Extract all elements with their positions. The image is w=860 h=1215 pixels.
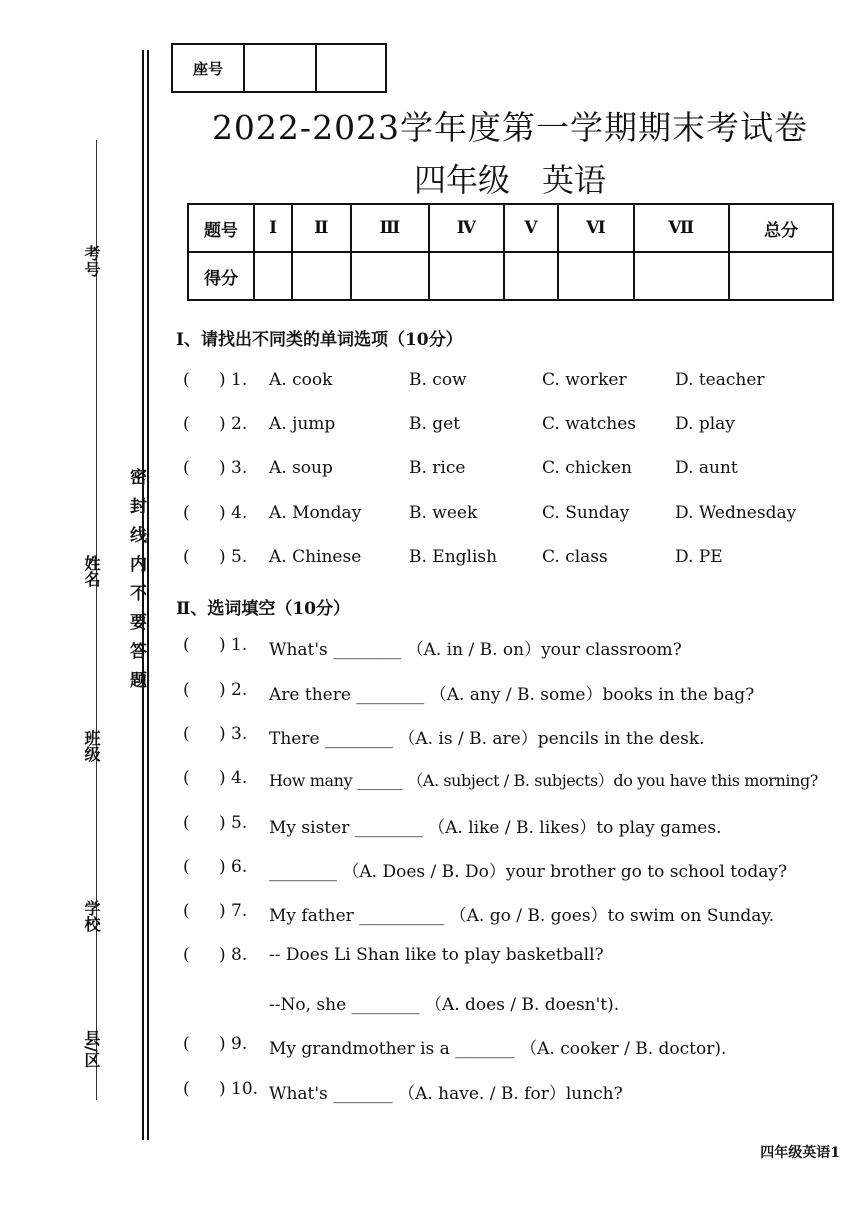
question-number: ) 2.	[219, 680, 248, 700]
question-text: My sister ________ （A. like / B. likes）to play games.	[269, 818, 722, 838]
question-number: ) 3.	[219, 458, 248, 478]
score-header-cell: Ⅶ	[634, 204, 730, 252]
seat-label: 座号	[173, 45, 245, 91]
question-number: ) 9.	[219, 1034, 248, 1054]
score-row-label: 得分	[188, 252, 254, 300]
question-number: ) 4.	[219, 768, 248, 788]
option-d: D. Wednesday	[675, 503, 797, 523]
seal-notice: 密封线内不要答题	[126, 468, 146, 700]
s1-question	[183, 547, 853, 573]
answer-paren[interactable]: (	[183, 1034, 190, 1054]
s2-question	[183, 857, 853, 883]
question-text: What's _______ （A. have. / B. for）lunch?	[269, 1084, 623, 1104]
section1-heading: Ⅰ、请找出不同类的单词选项（10分）	[176, 330, 463, 350]
option-c: C. watches	[542, 414, 636, 434]
score-header-cell: Ⅲ	[351, 204, 430, 252]
option-b: B. get	[409, 414, 461, 434]
s2-question	[183, 813, 853, 839]
score-header-cell: V	[504, 204, 559, 252]
seat-input-2[interactable]	[317, 45, 385, 91]
score-cell[interactable]	[292, 252, 350, 300]
option-c: C. class	[542, 547, 608, 567]
option-c: C. worker	[542, 370, 627, 390]
seat-input-1[interactable]	[245, 45, 317, 91]
answer-paren[interactable]: (	[183, 547, 190, 567]
question-number: ) 3.	[219, 724, 248, 744]
exam-title: 2022-2023学年度第一学期期末考试卷	[211, 108, 809, 147]
score-cell[interactable]	[351, 252, 430, 300]
binding-line-3	[96, 140, 97, 1100]
question-text: -- Does Li Shan like to play basketball?	[269, 945, 604, 965]
question-number: ) 5.	[219, 547, 248, 567]
option-d: D. PE	[675, 547, 723, 567]
school-label: 学校	[82, 900, 101, 932]
option-c: C. chicken	[542, 458, 632, 478]
answer-paren[interactable]: (	[183, 945, 190, 965]
option-d: D. aunt	[675, 458, 738, 478]
question-text: What's ________ （A. in / B. on）your classroom?	[269, 640, 682, 660]
county-label: 县/区	[82, 1030, 101, 1068]
answer-paren[interactable]: (	[183, 503, 190, 523]
s2-question	[183, 1034, 853, 1060]
score-cell[interactable]	[558, 252, 633, 300]
class-label: 班级	[82, 730, 101, 762]
score-header-cell: 总分	[729, 204, 833, 252]
answer-paren[interactable]: (	[183, 414, 190, 434]
score-cell[interactable]	[729, 252, 833, 300]
s1-question	[183, 458, 853, 484]
option-b: B. English	[409, 547, 498, 567]
option-d: D. teacher	[675, 370, 765, 390]
score-header-row	[188, 204, 833, 252]
option-a: A. cook	[269, 370, 333, 390]
question-number: ) 10.	[219, 1079, 259, 1099]
answer-paren[interactable]: (	[183, 458, 190, 478]
question-number: ) 1.	[219, 635, 248, 655]
option-a: A. Chinese	[269, 547, 362, 567]
s2-question	[183, 768, 853, 794]
s2-question	[183, 945, 853, 971]
question-text: There ________ （A. is / B. are）pencils in the desk.	[269, 729, 705, 749]
answer-paren[interactable]: (	[183, 724, 190, 744]
question-number: ) 2.	[219, 414, 248, 434]
option-a: A. jump	[269, 414, 336, 434]
option-c: C. Sunday	[542, 503, 630, 523]
question-text: My grandmother is a _______ （A. cooker / B. doctor).	[269, 1039, 727, 1059]
s1-question	[183, 503, 853, 529]
score-cell[interactable]	[254, 252, 292, 300]
question-number: ) 8.	[219, 945, 248, 965]
section2-heading: Ⅱ、选词填空（10分）	[176, 599, 350, 619]
s2-question	[183, 680, 853, 706]
s2-question	[183, 724, 853, 750]
score-cell[interactable]	[504, 252, 559, 300]
answer-paren[interactable]: (	[183, 370, 190, 390]
question-number: ) 1.	[219, 370, 248, 390]
answer-paren[interactable]: (	[183, 901, 190, 921]
question-text: How many ______ （A. subject / B. subjects）do you have this morning?	[269, 771, 818, 790]
option-b: B. week	[409, 503, 478, 523]
exam-no-label: 考号	[82, 245, 101, 277]
question-number: ) 6.	[219, 857, 248, 877]
s2-question	[183, 901, 853, 927]
option-b: B. rice	[409, 458, 466, 478]
s1-question	[183, 414, 853, 440]
option-d: D. play	[675, 414, 735, 434]
score-value-row	[188, 252, 833, 300]
option-b: B. cow	[409, 370, 467, 390]
s2-question-continuation	[183, 990, 853, 1016]
seat-number-box	[171, 43, 387, 93]
s2-question	[183, 1079, 853, 1105]
score-header-cell: 题号	[188, 204, 254, 252]
score-header-cell: Ⅵ	[558, 204, 633, 252]
s1-question	[183, 370, 853, 396]
question-text: My father __________ （A. go / B. goes）to swim on Sunday.	[269, 906, 775, 926]
score-header-cell: Ⅱ	[292, 204, 350, 252]
exam-subtitle: 四年级 英语	[413, 161, 606, 199]
answer-paren[interactable]: (	[183, 813, 190, 833]
answer-paren[interactable]: (	[183, 768, 190, 788]
question-text: --No, she ________ （A. does / B. doesn't).	[269, 995, 620, 1015]
score-header-cell: Ⅳ	[429, 204, 503, 252]
score-header-cell: I	[254, 204, 292, 252]
score-table	[187, 203, 834, 301]
question-text: ________ （A. Does / B. Do）your brother go to school today?	[269, 862, 788, 882]
option-a: A. soup	[269, 458, 333, 478]
answer-paren[interactable]: (	[183, 1079, 190, 1099]
score-cell[interactable]	[429, 252, 503, 300]
score-cell[interactable]	[634, 252, 730, 300]
question-number: ) 4.	[219, 503, 248, 523]
page-footer: 四年级英语1	[760, 1145, 840, 1161]
name-label: 姓名	[82, 555, 101, 587]
answer-paren[interactable]: (	[183, 857, 190, 877]
question-number: ) 7.	[219, 901, 248, 921]
s2-question	[183, 635, 853, 661]
question-text: Are there ________ （A. any / B. some）books in the bag?	[269, 685, 755, 705]
answer-paren[interactable]: (	[183, 635, 190, 655]
answer-paren[interactable]: (	[183, 680, 190, 700]
option-a: A. Monday	[269, 503, 362, 523]
question-number: ) 5.	[219, 813, 248, 833]
